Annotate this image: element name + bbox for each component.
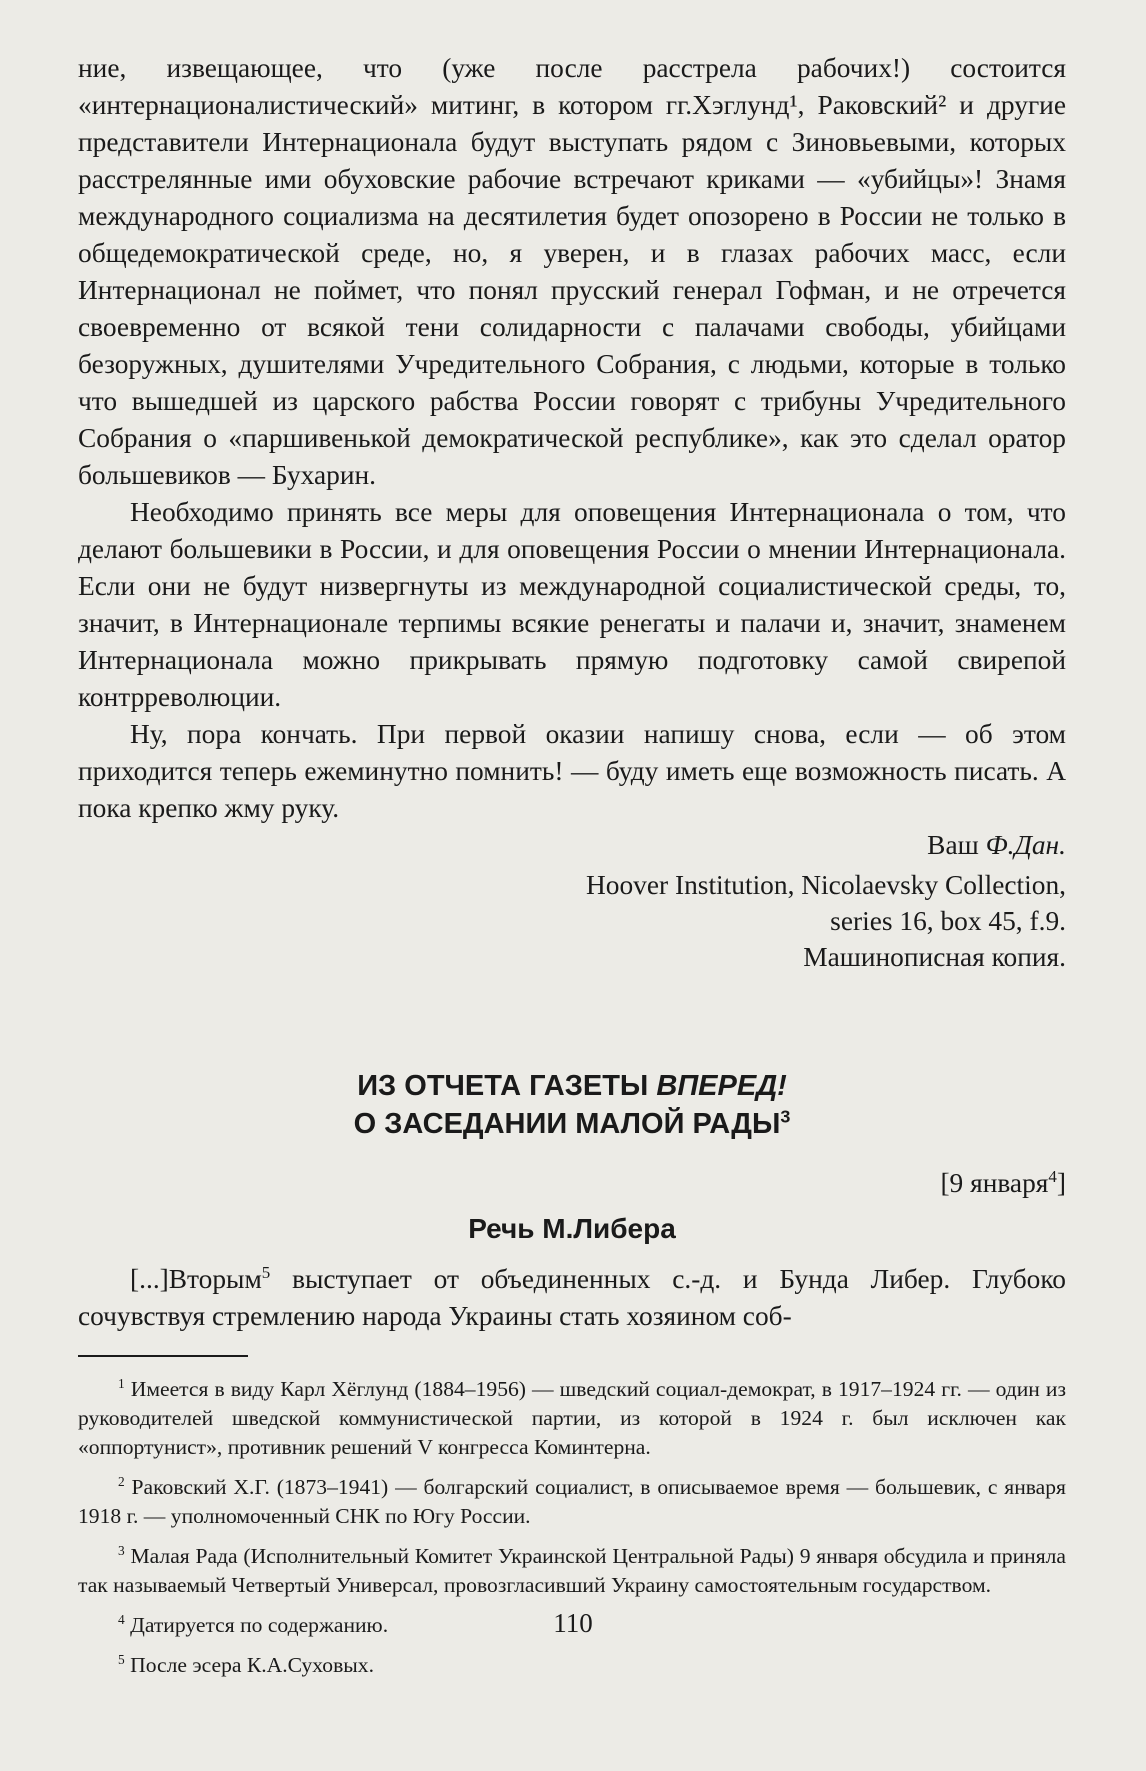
signature (78, 827, 1066, 863)
footnote: $^2$ Раковский Х.Г. (1873–1941) — болгарский социалист, в описываемое время — большевик, с января 1918 г. — уполномоченный СНК по Югу России. (78, 1473, 1066, 1528)
paragraph: [...]Вторым$^5$ выступает от объединенных с.-д. и Бунда Либер. Глубоко сочувствуя стремлению народа Украины стать хозяином соб- (78, 1262, 1066, 1331)
speech-title: Речь М.Либера (468, 1213, 676, 1244)
archive-source (78, 867, 1066, 975)
footnote-number: 1 (118, 1375, 125, 1391)
document-date: [9 января$^4$] (940, 1166, 1066, 1198)
letter-body (78, 50, 1066, 827)
heading-line2: О ЗАСЕДАНИИ МАЛОЙ РАДЫ (353, 1108, 781, 1140)
footnote: $^3$ Малая Рада (Исполнительный Комитет Украинской Центральной Рады) 9 января обсудила и приняла так называемый Четвертый Универсал, провозгласивший Украину самостоятельным государством. (78, 1542, 1066, 1597)
footnote-number: 2 (118, 1473, 125, 1489)
footnote: $^1$ Имеется в виду Карл Хёглунд (1884–1956) — шведский социал-демократ, в 1917–1924 гг. — один из руководителей шведской коммунистической партии, из которой в 1924 г. был исключен как «оппортунист», противник решений V конгресса Коминтерна. (78, 1375, 1066, 1459)
paragraph: ние, извещающее, что (уже после расстрела рабочих!) состоится «интернационалистический» митинг, в котором гг.Хэглунд¹, Раковский² и другие представители Интернационала будут выступать рядом с Зиновьевыми, которых расстрелянные ими обуховские рабочие встречают криками — «убийцы»! Знамя международного социализма на десятилетия будет опозорено в России не только в общедемократической среде, но, я уверен, и в глазах рабочих масс, если Интернационал не поймет, что понял прусский генерал Гофман, и не отречется своевременно от всякой тени солидарности с палачами свободы, убийцами безоружных, душителями Учредительного Собрания, с людьми, которые в только что вышедшей из царского рабства России говорят с трибуны Учредительного Собрания о «паршивенькой демократической республике», как это сделал оратор большевиков — Бухарин. (78, 53, 1066, 490)
footnote: $^5$ После эсера К.А.Суховых. (118, 1651, 374, 1677)
source-line: series 16, box 45, f.9. (830, 906, 1066, 936)
source-line: Hoover Institution, Nicolaevsky Collection, (585, 870, 1066, 900)
signature-prefix: Ваш (927, 830, 979, 860)
footnote-ref: 4 (1048, 1166, 1057, 1186)
footnote-divider (78, 1355, 248, 1357)
footnote-number: 4 (118, 1611, 125, 1627)
page-number: 110 (553, 1608, 593, 1638)
newspaper-name: ВПЕРЕД! (656, 1070, 787, 1102)
footnote-number: 3 (118, 1542, 125, 1558)
source-line: Машинописная копия. (803, 942, 1066, 972)
footnote-ref: 5 (261, 1262, 271, 1282)
footnote-number: 5 (118, 1651, 125, 1667)
paragraph: Необходимо принять все меры для оповещения Интернационала о том, что делают большевики в России, и для оповещения России о мнении Интернационала. Если они не будут низвергнуты из международной социалистической среды, то, значит, в Интернационале терпимы всякие ренегаты и палачи и, значит, знаменем Интернационала можно прикрывать прямую подготовку самой свирепой контрреволюции. (78, 497, 1066, 712)
heading-line1: ИЗ ОТЧЕТА ГАЗЕТЫ (357, 1070, 649, 1102)
footnote-ref: 3 (780, 1106, 791, 1127)
paragraph: Ну, пора кончать. При первой оказии напишу снова, если — об этом приходится теперь ежеминутно помнить! — буду иметь еще возможность писать. А пока крепко жму руку. (78, 719, 1066, 823)
signature-name: Ф.Дан. (985, 830, 1066, 860)
footnote: $^4$ Датируется по содержанию. (118, 1611, 389, 1637)
speech-body (78, 1261, 1066, 1335)
section-heading (78, 1067, 1066, 1143)
